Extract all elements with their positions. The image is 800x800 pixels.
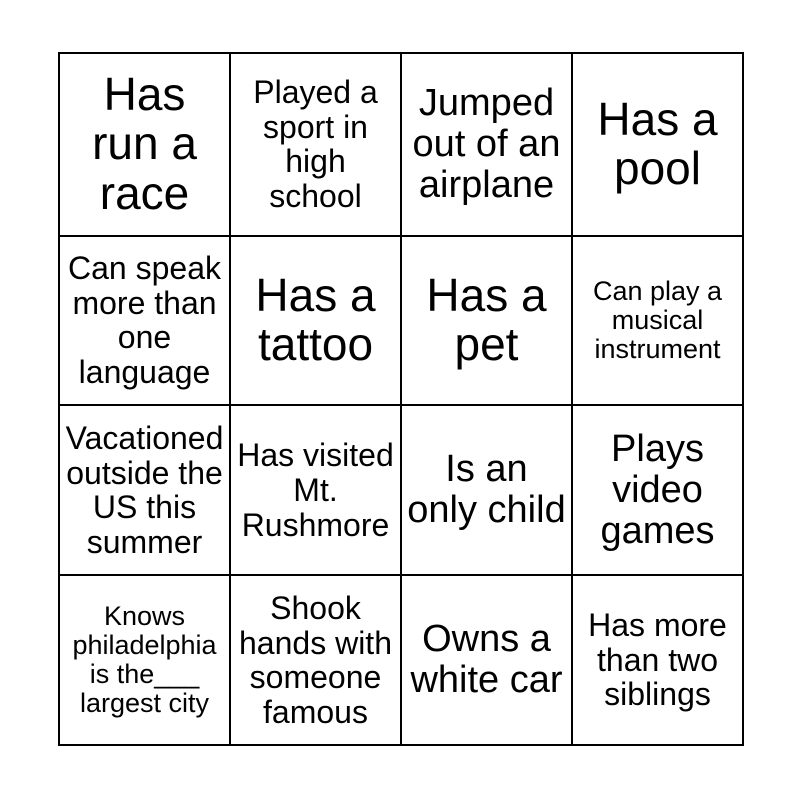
bingo-row xyxy=(59,236,743,406)
bingo-cell[interactable]: Has a tattoo xyxy=(230,236,401,406)
bingo-cell[interactable]: Owns a white car xyxy=(401,575,572,745)
bingo-cell[interactable]: Played a sport in high school xyxy=(230,53,401,236)
bingo-cell[interactable]: Can play a musical instrument xyxy=(572,236,743,406)
bingo-cell[interactable]: Has a pet xyxy=(401,236,572,406)
bingo-cell[interactable]: Vacationed outside the US this summer xyxy=(59,405,230,575)
bingo-cell[interactable]: Knows philadelphia is the___ largest city xyxy=(59,575,230,745)
bingo-cell[interactable]: Can speak more than one language xyxy=(59,236,230,406)
bingo-cell[interactable]: Has run a race xyxy=(59,53,230,236)
bingo-row xyxy=(59,53,743,236)
bingo-cell[interactable]: Has more than two siblings xyxy=(572,575,743,745)
bingo-cell[interactable]: Plays video games xyxy=(572,405,743,575)
bingo-cell[interactable]: Jumped out of an airplane xyxy=(401,53,572,236)
bingo-card xyxy=(58,52,744,746)
bingo-cell[interactable]: Has a pool xyxy=(572,53,743,236)
bingo-cell[interactable]: Is an only child xyxy=(401,405,572,575)
bingo-cell[interactable]: Shook hands with someone famous xyxy=(230,575,401,745)
bingo-row xyxy=(59,575,743,745)
bingo-row xyxy=(59,405,743,575)
bingo-grid xyxy=(58,52,744,746)
bingo-grid-body xyxy=(59,53,743,745)
bingo-cell[interactable]: Has visited Mt. Rushmore xyxy=(230,405,401,575)
